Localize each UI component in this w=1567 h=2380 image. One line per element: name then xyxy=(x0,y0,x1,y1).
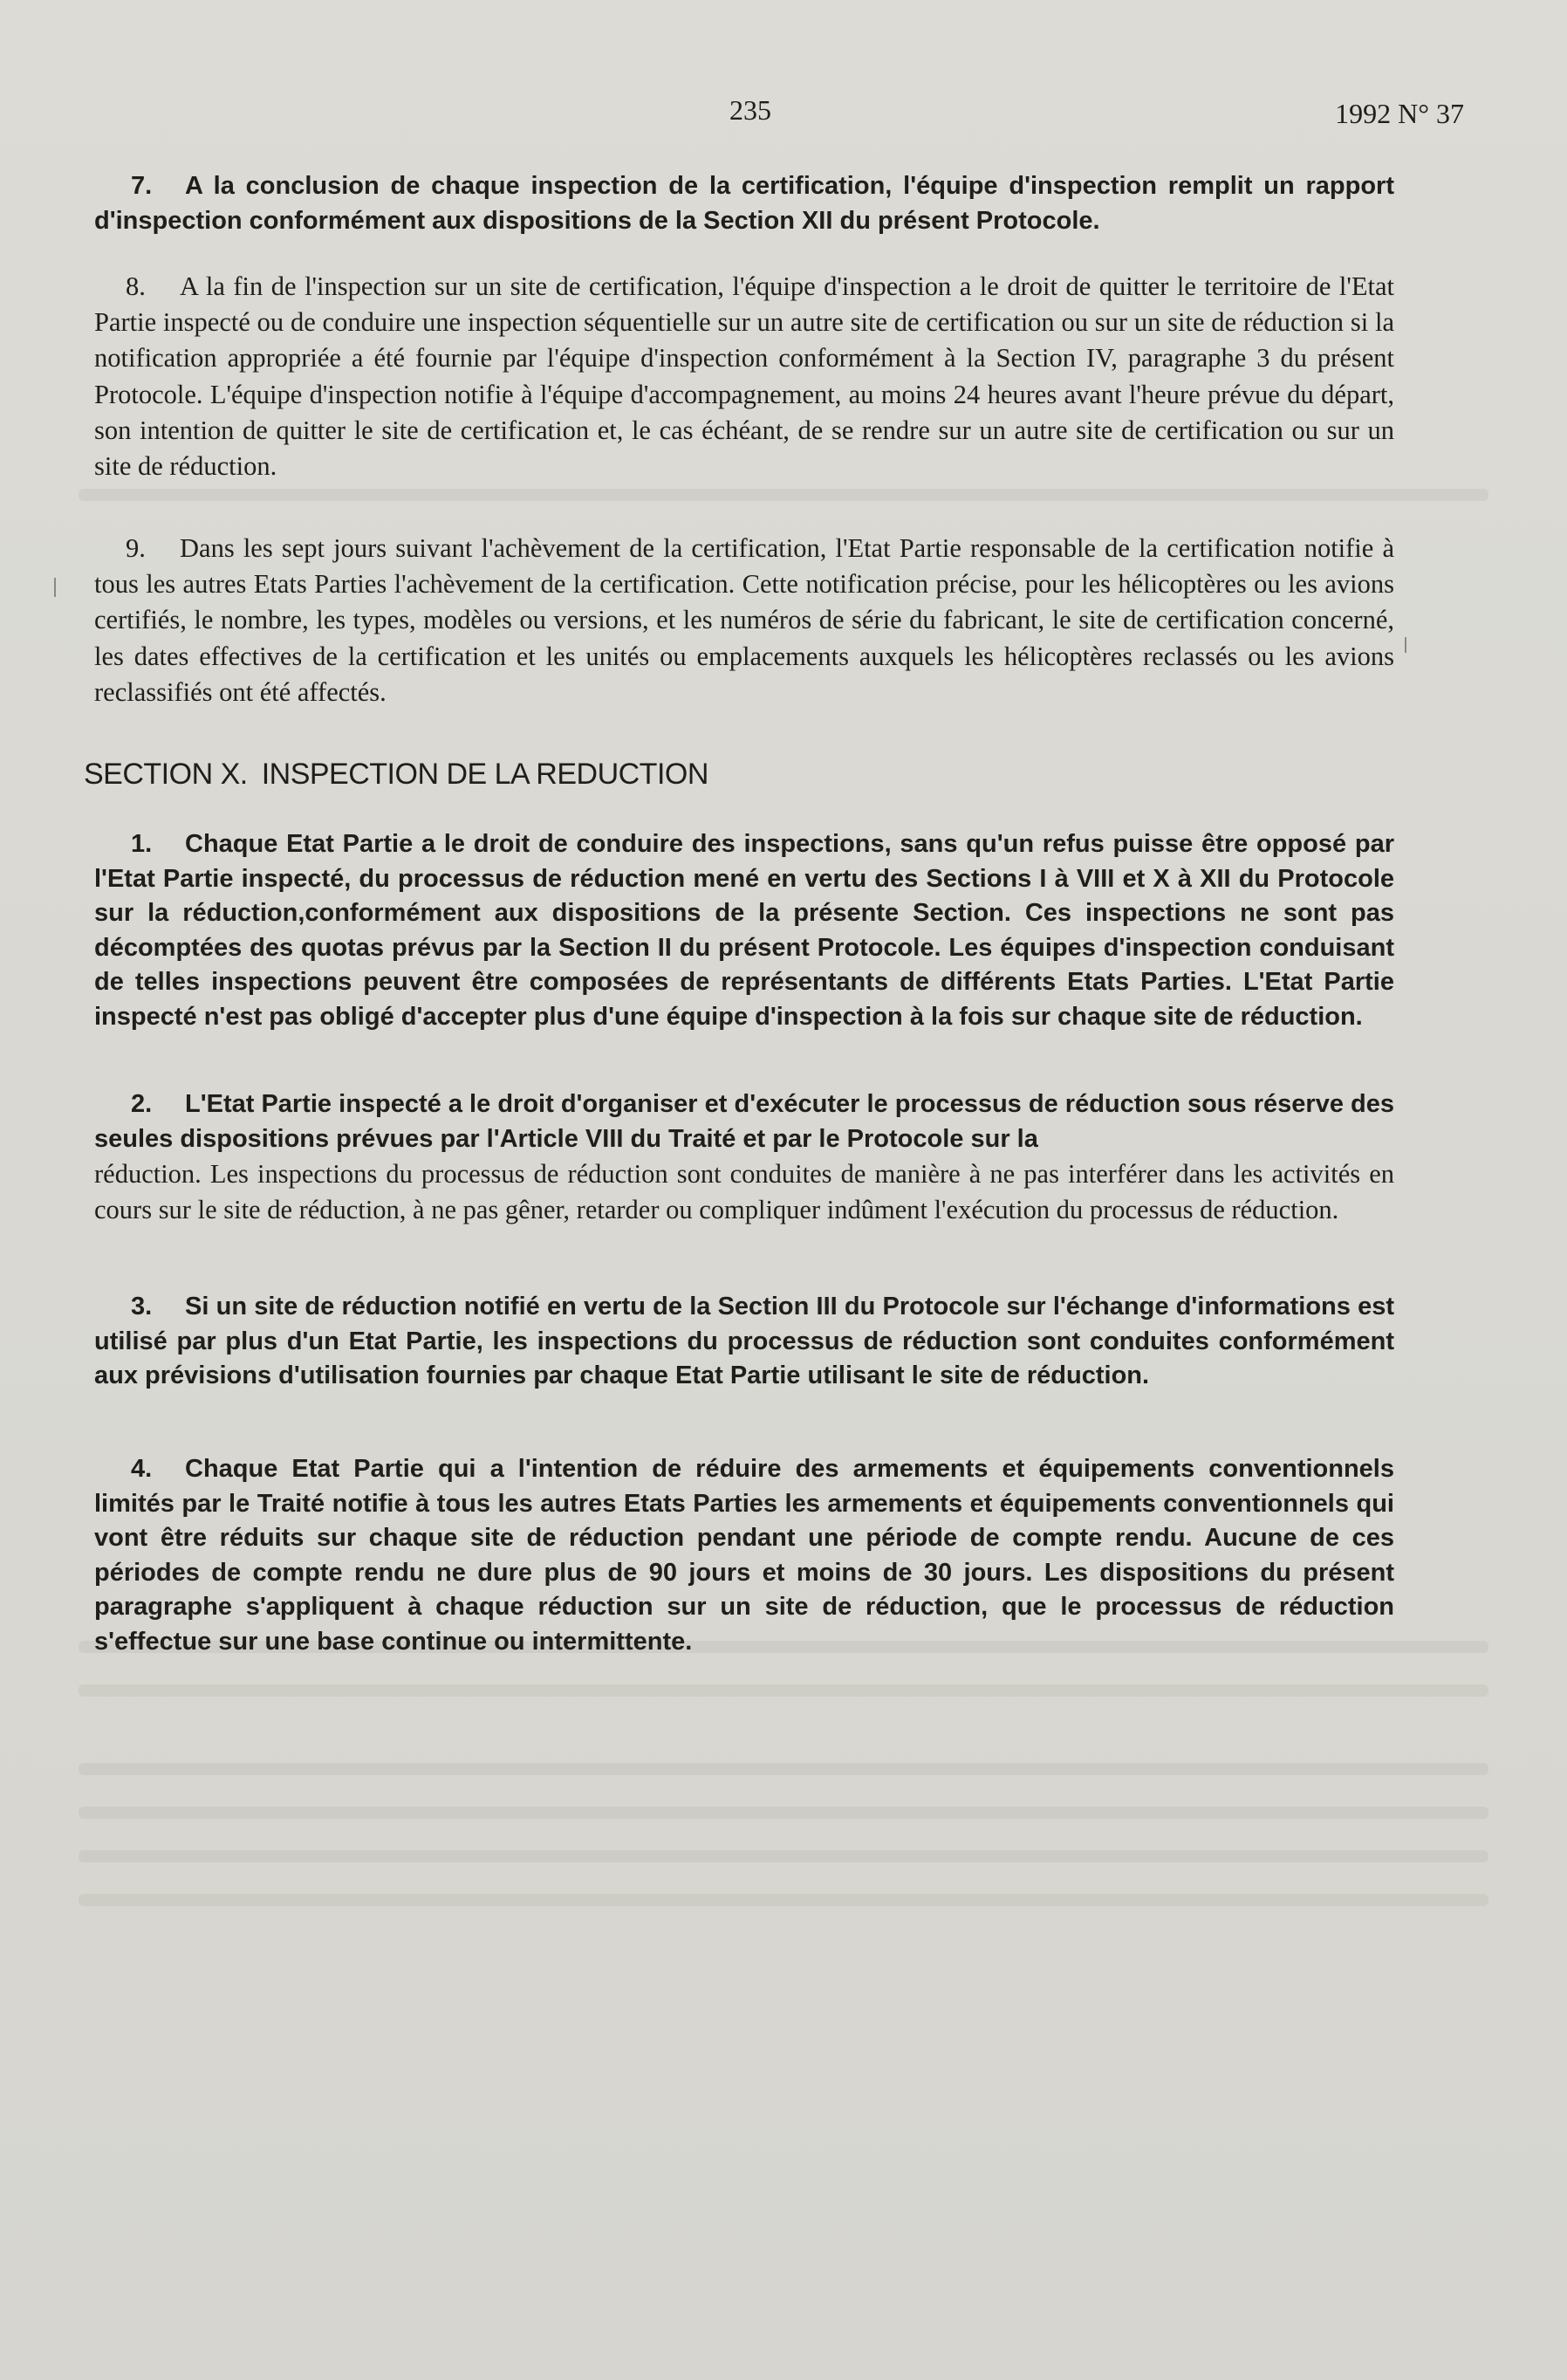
paragraph-number: 9. xyxy=(126,533,146,563)
paragraph-number: 7. xyxy=(131,172,153,200)
paragraph-number: 2. xyxy=(131,1090,153,1118)
paragraph-text: Chaque Etat Partie a le droit de conduire des inspections, sans qu'un refus puisse être opposé par l'Etat Partie inspecté, du processus de réduction mené en vertu des Sections I à VIII et X à XII du Protocole sur la réduction,conformément aux dispositions de la présente Section. Ces inspections ne sont pas décomptées des quotas prévus par la Section II du présent Protocole. Les équipes d'inspection conduisant de telles inspections peuvent être composées de représentants de différents Etats Parties. L'Etat Partie inspecté n'est pas obligé d'accepter plus d'une équipe d'inspection à la fois sur chaque site de réduction. xyxy=(94,830,1394,1031)
paragraph-text: A la fin de l'inspection sur un site de certification, l'équipe d'inspection a le droit de quitter le territoire de l'Etat Partie inspecté ou de conduire une inspection séquentielle sur un autre site de certification ou sur un site de réduction si la notification appropriée a été fournie par l'équipe d'inspection conformément à la Section IV, paragraphe 3 du présent Protocole. L'équipe d'inspection notifie à l'équipe d'accompagnement, au moins 24 heures avant l'heure prévue du départ, son intention de quitter le site de certification et, le cas échéant, de se rendre sur un autre site de certification ou sur un site de réduction. xyxy=(94,271,1394,482)
section-paragraph-4 xyxy=(94,1452,1394,1659)
paragraph-number: 1. xyxy=(131,830,153,858)
show-through-shadow xyxy=(79,1807,1488,1819)
paragraph-text: L'Etat Partie inspecté a le droit d'organiser et d'exécuter le processus de réduction sous réserve des seules dispositions prévues par l'Article VIII du Traité et par le Protocole sur la xyxy=(94,1090,1394,1153)
paragraph-text: Dans les sept jours suivant l'achèvement de la certification, l'Etat Partie responsable de la certification notifie à tous les autres Etats Parties l'achèvement de la certification. Cette notification précise, pour les hélicoptères ou les avions certifiés, le nombre, les types, modèles ou versions, et les numéros de série du fabricant, le site de certification concerné, les dates effectives de la certification et les unités ou emplacements auxquels les hélicoptères reclassés ou les avions reclassifiés ont été affectés. xyxy=(94,533,1394,707)
paragraph-number: 3. xyxy=(131,1293,153,1320)
paragraph-text: A la conclusion de chaque inspection de la certification, l'équipe d'inspection remplit un rapport d'inspection conformément aux dispositions de la Section XII du présent Protocole. xyxy=(94,172,1394,235)
paragraph-text: Si un site de réduction notifié en vertu de la Section III du Protocole sur l'échange d'informations est utilisé par plus d'un Etat Partie, les inspections du processus de réduction sont conduites conformément aux prévisions d'utilisation fournies par chaque Etat Partie utilisant le site de réduction. xyxy=(94,1293,1394,1389)
show-through-shadow xyxy=(79,1894,1488,1906)
margin-mark xyxy=(1405,637,1406,653)
document-reference: 1992 N° 37 xyxy=(1335,98,1464,129)
section-paragraph-3 xyxy=(94,1290,1394,1394)
section-heading xyxy=(84,758,722,792)
show-through-shadow xyxy=(79,1763,1488,1775)
paragraph-9 xyxy=(94,531,1394,710)
show-through-shadow xyxy=(79,489,1488,501)
section-label: SECTION X. xyxy=(84,758,248,791)
section-paragraph-1 xyxy=(94,827,1394,1034)
paragraph-7 xyxy=(94,169,1394,238)
paragraph-8 xyxy=(94,269,1394,484)
paragraph-number: 4. xyxy=(131,1455,153,1483)
paragraph-text: Chaque Etat Partie qui a l'intention de réduire des armements et équipements conventionnels limités par le Traité notifie à tous les autres Etats Parties les armements et équipements conventionnels qui vont être réduits sur chaque site de réduction pendant une période de compte rendu. Aucune de ces périodes de compte rendu ne dure plus de 90 jours et moins de 30 jours. Les dispositions du présent paragraphe s'appliquent à chaque réduction sur un site de réduction, que le processus de réduction s'effectue sur une base continue ou intermittente. xyxy=(94,1455,1394,1656)
section-title: INSPECTION DE LA REDUCTION xyxy=(261,758,708,791)
section-paragraph-2 xyxy=(94,1087,1394,1228)
show-through-shadow xyxy=(79,1850,1488,1862)
paragraph-number: 8. xyxy=(126,271,146,301)
margin-mark xyxy=(54,578,56,597)
paragraph-regular-part: réduction. Les inspections du processus de réduction sont conduites de manière à ne pas interférer dans les activités en cours sur le site de réduction, à ne pas gêner, retarder ou compliquer indûment l'exécution du processus de réduction. xyxy=(94,1159,1394,1225)
page-number: 235 xyxy=(729,94,771,126)
paragraph-bold-part xyxy=(94,1087,1394,1156)
show-through-shadow xyxy=(79,1684,1488,1697)
